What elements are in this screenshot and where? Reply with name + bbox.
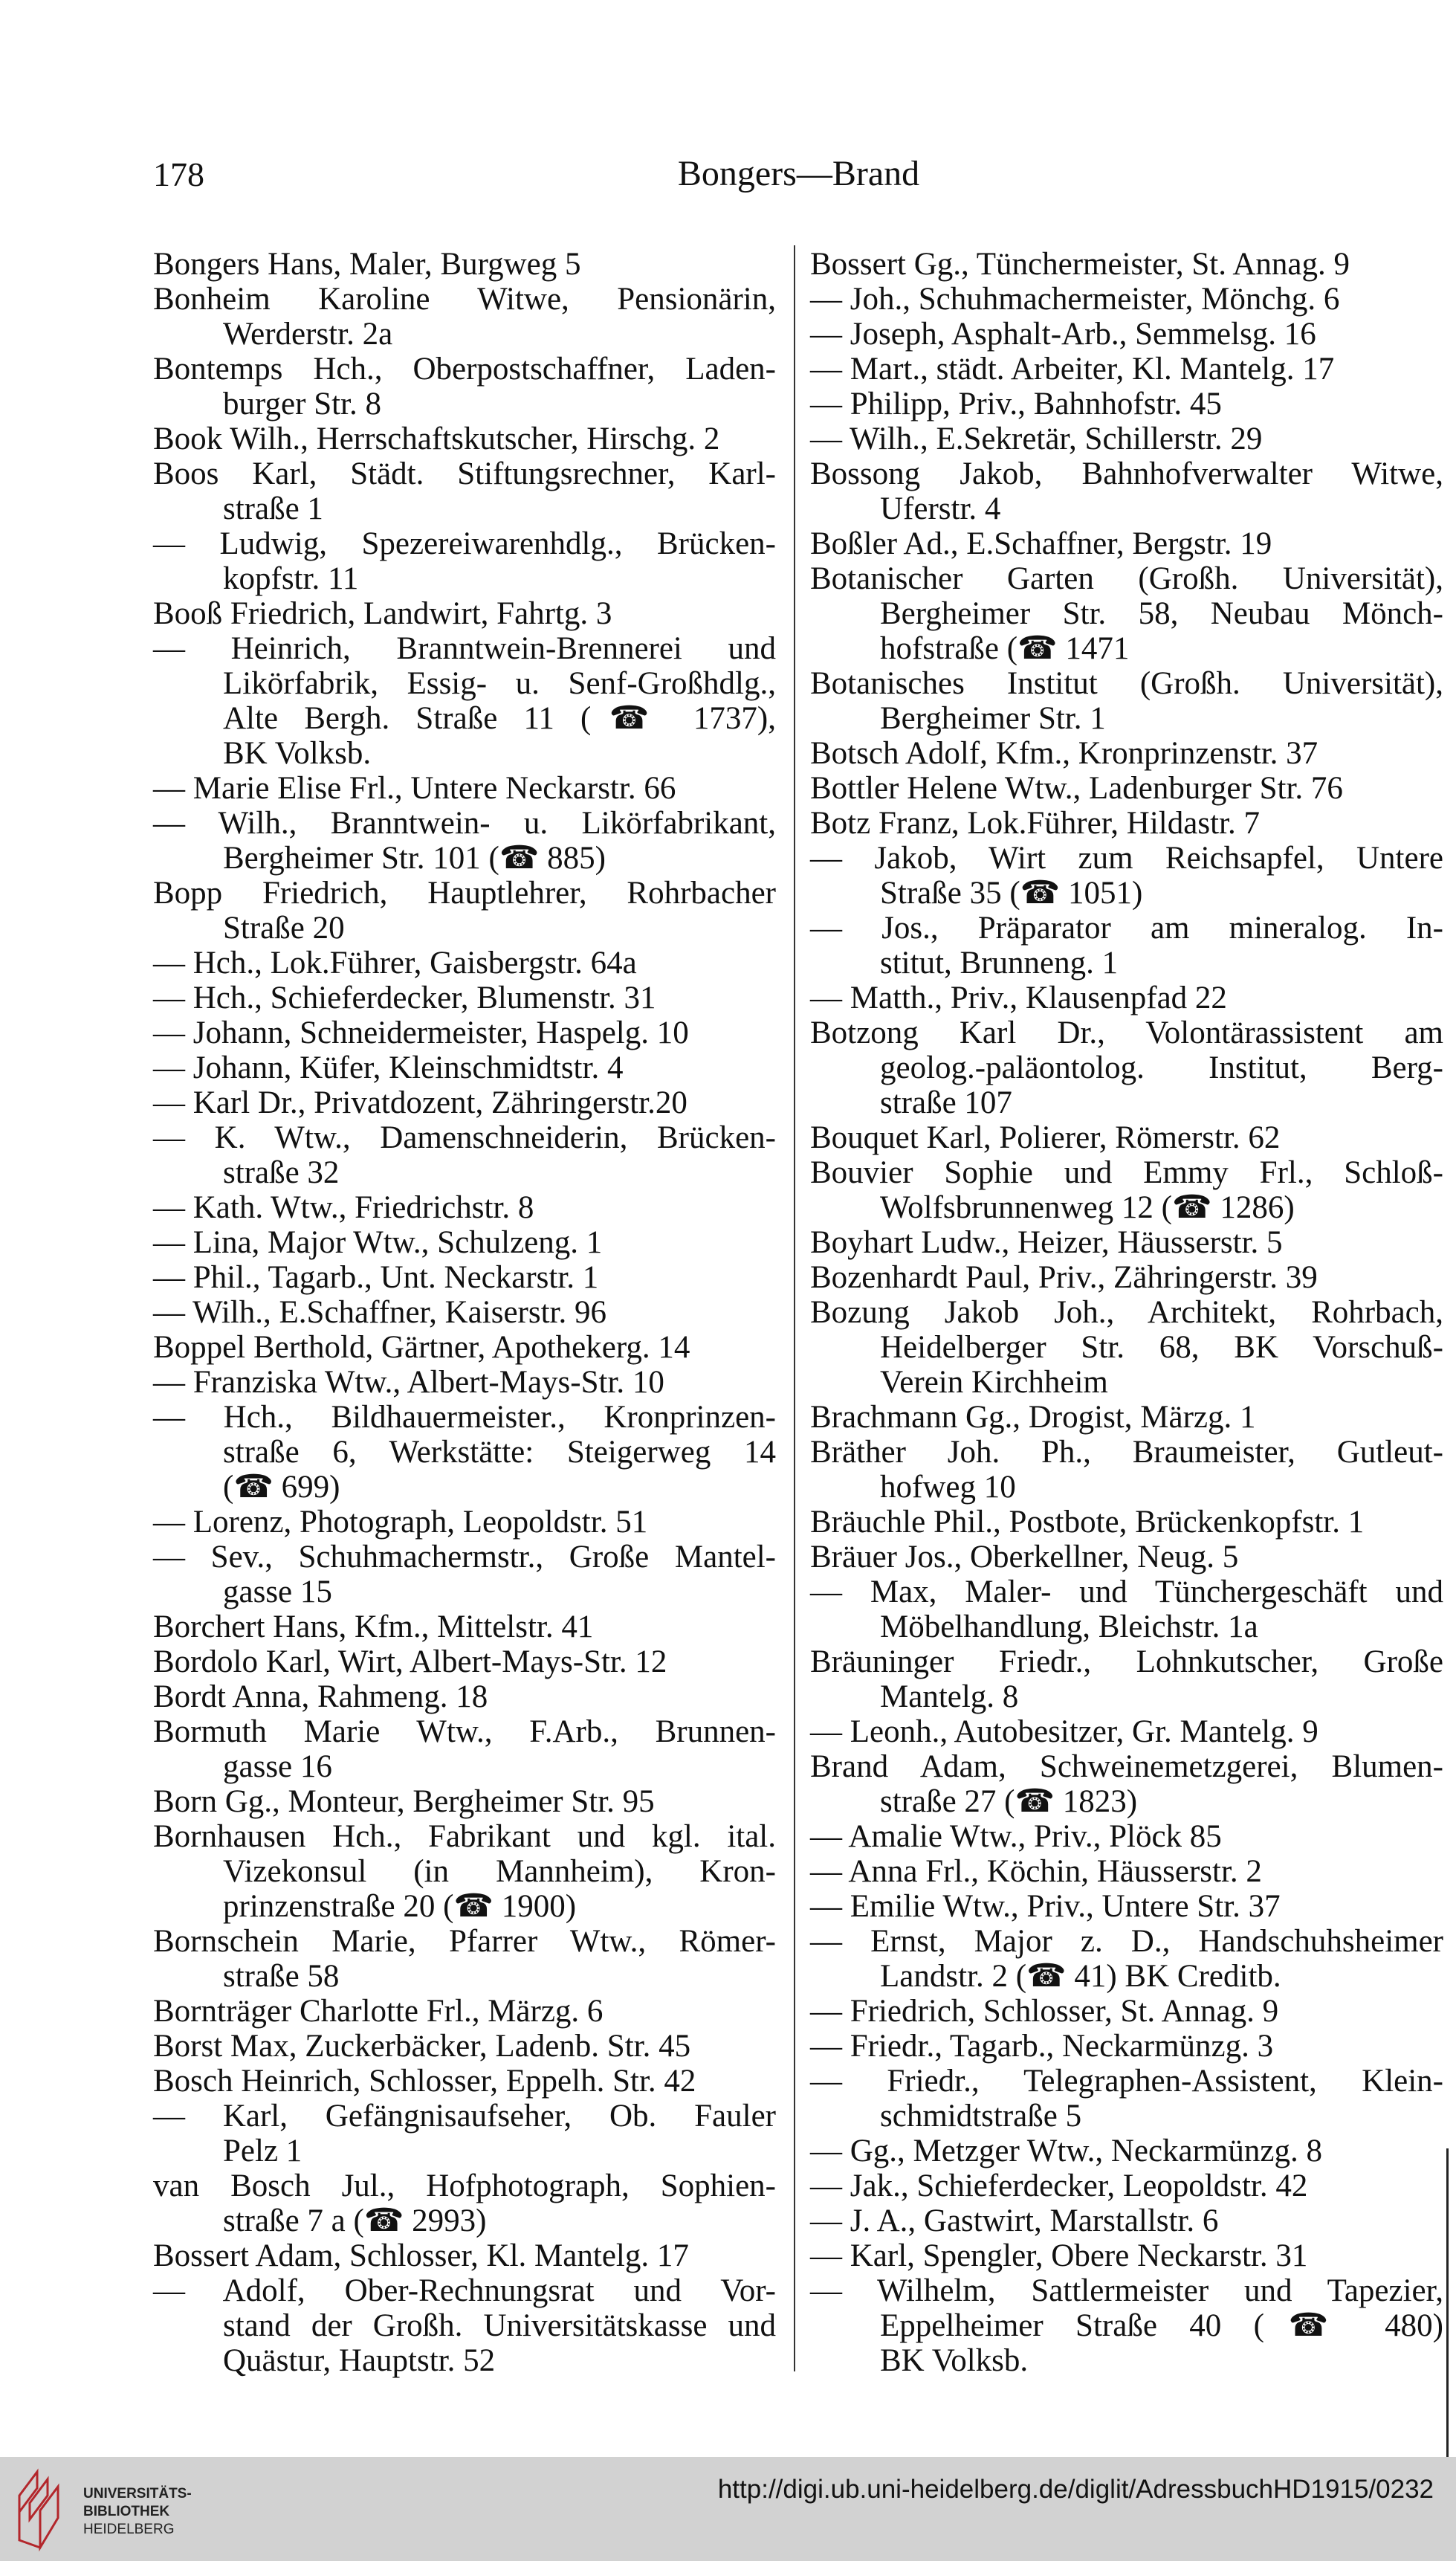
entry-continuation-line: Mantelg. 8	[880, 1679, 1019, 1714]
directory-entry	[153, 2099, 776, 2168]
entry-line: Bräuer Jos., Oberkellner, Neug. 5	[810, 1540, 1239, 1575]
right-column	[810, 247, 1443, 2378]
entry-line: Bozung Jakob Joh., Architekt, Rohrbach,	[810, 1295, 1443, 1330]
entry-line: Bordt Anna, Rahmeng. 18	[153, 1679, 488, 1714]
entry-continuation-line: Vizekonsul (in Mannheim), Kron-	[223, 1854, 776, 1889]
library-name-line3: HEIDELBERG	[83, 2522, 175, 2537]
entry-line: — Max, Maler- und Tünchergeschäft und	[810, 1575, 1443, 1609]
library-name-line1: UNIVERSITÄTS-	[83, 2486, 192, 2502]
directory-entry	[810, 1540, 1443, 1575]
directory-entry	[810, 2134, 1443, 2168]
directory-entry	[810, 317, 1443, 352]
entry-line: — Sev., Schuhmachermstr., Große Mantel-	[153, 1540, 776, 1575]
directory-entry	[810, 771, 1443, 806]
directory-entry	[810, 1924, 1443, 1994]
directory-entry	[810, 1155, 1443, 1225]
entry-continuation-line: BK Volksb.	[223, 736, 372, 771]
directory-entry	[153, 1784, 776, 1819]
entry-line: — Jakob, Wirt zum Reichsapfel, Untere	[810, 841, 1443, 876]
entry-line: Bouquet Karl, Polierer, Römerstr. 62	[810, 1120, 1281, 1155]
library-logo-icon	[15, 2466, 67, 2554]
directory-entry	[810, 2238, 1443, 2273]
directory-entry	[810, 526, 1443, 561]
entry-line: — Amalie Wtw., Priv., Plöck 85	[810, 1819, 1222, 1854]
directory-entry	[153, 247, 776, 282]
entry-line: — Jos., Präparator am mineralog. In-	[810, 911, 1443, 946]
entry-line: — Wilh., E.Schaffner, Kaiserstr. 96	[153, 1295, 606, 1330]
entry-line: — Karl Dr., Privatdozent, Zähringerstr.20	[153, 1085, 687, 1120]
column-divider	[794, 245, 795, 2371]
entry-continuation-line: hofstraße (☎ 1471	[880, 631, 1130, 666]
directory-entry	[810, 1994, 1443, 2029]
entry-line: Bormuth Marie Wtw., F.Arb., Brunnen-	[153, 1714, 776, 1749]
entry-line: — Hch., Bildhauermeister., Kronprinzen-	[153, 1400, 776, 1435]
entry-line: — Joseph, Asphalt-Arb., Semmelsg. 16	[810, 317, 1316, 352]
entry-line: — Joh., Schuhmachermeister, Mönchg. 6	[810, 282, 1340, 317]
entry-line: — Wilhelm, Sattlermeister und Tapezier,	[810, 2273, 1443, 2308]
directory-entry	[810, 736, 1443, 771]
entry-line: Borchert Hans, Kfm., Mittelstr. 41	[153, 1609, 594, 1644]
entry-continuation-line: BK Volksb.	[880, 2343, 1029, 2378]
directory-entry	[153, 2168, 776, 2238]
entry-line: — Karl, Spengler, Obere Neckarstr. 31	[810, 2238, 1308, 2273]
entry-line: Botanisches Institut (Großh. Universität),	[810, 666, 1443, 701]
directory-entry	[153, 2238, 776, 2273]
entry-line: — Franziska Wtw., Albert-Mays-Str. 10	[153, 1365, 664, 1400]
entry-line: Bontemps Hch., Oberpostschaffner, Laden-	[153, 352, 776, 387]
directory-entry	[153, 1505, 776, 1540]
directory-entry	[810, 422, 1443, 456]
entry-continuation-line: schmidtstraße 5	[880, 2099, 1082, 2134]
library-name-line2: BIBLIOTHEK	[83, 2504, 170, 2519]
directory-entry	[810, 1120, 1443, 1155]
entry-continuation-line: straße 107	[880, 1085, 1012, 1120]
page-number: 178	[153, 155, 204, 193]
entry-line: Botz Franz, Lok.Führer, Hildastr. 7	[810, 806, 1260, 841]
directory-entry	[153, 1190, 776, 1225]
entry-continuation-line: Werderstr. 2a	[223, 317, 393, 352]
directory-entry	[153, 2029, 776, 2064]
directory-entry	[810, 1400, 1443, 1435]
entry-line: — Heinrich, Branntwein-Brennerei und	[153, 631, 776, 666]
entry-continuation-line: hofweg 10	[880, 1470, 1016, 1505]
entry-line: Bornhausen Hch., Fabrikant und kgl. ital.	[153, 1819, 776, 1854]
entry-continuation-line: kopfstr. 11	[223, 561, 359, 596]
directory-entry	[153, 1994, 776, 2029]
directory-entry	[810, 981, 1443, 1015]
directory-entry	[153, 526, 776, 596]
directory-entry	[810, 911, 1443, 981]
entry-line: Bongers Hans, Maler, Burgweg 5	[153, 247, 581, 282]
directory-entry	[810, 2273, 1443, 2378]
entry-line: — Gg., Metzger Wtw., Neckarmünzg. 8	[810, 2134, 1322, 2168]
entry-line: Brachmann Gg., Drogist, Märzg. 1	[810, 1400, 1256, 1435]
entry-line: Boyhart Ludw., Heizer, Häusserstr. 5	[810, 1225, 1283, 1260]
entry-line: Boßler Ad., E.Schaffner, Bergstr. 19	[810, 526, 1272, 561]
entry-continuation-line: straße 27 (☎ 1823)	[880, 1784, 1138, 1819]
directory-entry	[810, 1854, 1443, 1889]
directory-entry	[153, 1400, 776, 1505]
directory-entry	[153, 456, 776, 526]
entry-line: Bossert Gg., Tünchermeister, St. Annag. 9	[810, 247, 1350, 282]
entry-line: — Hch., Schieferdecker, Blumenstr. 31	[153, 981, 656, 1015]
entry-line: — Friedr., Telegraphen-Assistent, Klein-	[810, 2064, 1443, 2099]
entry-continuation-line: gasse 16	[223, 1749, 332, 1784]
entry-line: Bonheim Karoline Witwe, Pensionärin,	[153, 282, 776, 317]
directory-entry	[810, 1819, 1443, 1854]
directory-entry	[810, 387, 1443, 422]
directory-entry	[810, 561, 1443, 666]
entry-line: — Philipp, Priv., Bahnhofstr. 45	[810, 387, 1222, 422]
directory-entry	[810, 1260, 1443, 1295]
directory-entry	[153, 1714, 776, 1784]
entry-line: Botsch Adolf, Kfm., Kronprinzenstr. 37	[810, 736, 1319, 771]
entry-continuation-line: Wolfsbrunnenweg 12 (☎ 1286)	[880, 1190, 1295, 1225]
entry-line: — Anna Frl., Köchin, Häusserstr. 2	[810, 1854, 1262, 1889]
entry-continuation-line: gasse 15	[223, 1575, 332, 1609]
entry-continuation-line: Uferstr. 4	[880, 491, 1001, 526]
entry-line: — Johann, Schneidermeister, Haspelg. 10	[153, 1015, 689, 1050]
directory-entry	[153, 1260, 776, 1295]
footer-bar	[0, 2457, 1456, 2561]
running-head-title: Bongers—Brand	[677, 154, 920, 193]
directory-entry	[810, 247, 1443, 282]
directory-entry	[153, 1085, 776, 1120]
directory-entry	[810, 806, 1443, 841]
entry-line: Bosch Heinrich, Schlosser, Eppelh. Str. 42	[153, 2064, 696, 2099]
entry-line: van Bosch Jul., Hofphotograph, Sophien-	[153, 2168, 776, 2203]
entry-line: — Karl, Gefängnisaufseher, Ob. Fauler	[153, 2099, 776, 2134]
entry-line: — Ernst, Major z. D., Handschuhsheimer	[810, 1924, 1443, 1959]
directory-entry	[153, 806, 776, 876]
directory-entry	[810, 666, 1443, 736]
entry-continuation-line: Quästur, Hauptstr. 52	[223, 2343, 496, 2378]
entry-line: Brand Adam, Schweinemetzgerei, Blumen-	[810, 1749, 1443, 1784]
entry-line: Booß Friedrich, Landwirt, Fahrtg. 3	[153, 596, 612, 631]
entry-continuation-line: Straße 35 (☎ 1051)	[880, 876, 1143, 911]
entry-line: — Adolf, Ober-Rechnungsrat und Vor-	[153, 2273, 776, 2308]
directory-entry	[153, 946, 776, 981]
entry-line: Boppel Berthold, Gärtner, Apothekerg. 14	[153, 1330, 690, 1365]
entry-continuation-line: Pelz 1	[223, 2134, 302, 2168]
directory-entry	[810, 1225, 1443, 1260]
directory-entry	[153, 1609, 776, 1644]
directory-entry	[153, 1330, 776, 1365]
directory-entry	[810, 841, 1443, 911]
entry-line: Bouvier Sophie und Emmy Frl., Schloß-	[810, 1155, 1443, 1190]
entry-continuation-line: stitut, Brunneng. 1	[880, 946, 1119, 981]
directory-entry	[810, 2029, 1443, 2064]
entry-continuation-line: Heidelberger Str. 68, BK Vorschuß-	[880, 1330, 1443, 1365]
directory-entry	[153, 1924, 776, 1994]
entry-line: — Jak., Schieferdecker, Leopoldstr. 42	[810, 2168, 1308, 2203]
entry-continuation-line: geolog.-paläontolog. Institut, Berg-	[880, 1050, 1443, 1085]
entry-line: Bornschein Marie, Pfarrer Wtw., Römer-	[153, 1924, 776, 1959]
entry-line: — Johann, Küfer, Kleinschmidtstr. 4	[153, 1050, 624, 1085]
entry-line: Bordolo Karl, Wirt, Albert-Mays-Str. 12	[153, 1644, 667, 1679]
entry-continuation-line: Likörfabrik, Essig- u. Senf-Großhdlg.,	[223, 666, 776, 701]
entry-line: — Emilie Wtw., Priv., Untere Str. 37	[810, 1889, 1281, 1924]
entry-line: — Friedrich, Schlosser, St. Annag. 9	[810, 1994, 1279, 2029]
directory-entry	[153, 1225, 776, 1260]
entry-line: Bräther Joh. Ph., Braumeister, Gutleut-	[810, 1435, 1443, 1470]
directory-entry	[153, 2273, 776, 2378]
entry-line: — Wilh., Branntwein- u. Likörfabrikant,	[153, 806, 776, 841]
entry-line: Book Wilh., Herrschaftskutscher, Hirschg. 2	[153, 422, 720, 456]
entry-line: — Ludwig, Spezereiwarenhdlg., Brücken-	[153, 526, 776, 561]
entry-continuation-line: Bergheimer Str. 58, Neubau Mönch-	[880, 596, 1443, 631]
directory-entry	[810, 1015, 1443, 1120]
entry-line: Born Gg., Monteur, Bergheimer Str. 95	[153, 1784, 655, 1819]
entry-line: — K. Wtw., Damenschneiderin, Brücken-	[153, 1120, 776, 1155]
library-name	[83, 2485, 192, 2539]
directory-entry	[810, 282, 1443, 317]
directory-entry	[810, 2168, 1443, 2203]
entry-line: Botzong Karl Dr., Volontärassistent am	[810, 1015, 1443, 1050]
entry-line: — Matth., Priv., Klausenpfad 22	[810, 981, 1227, 1015]
entry-continuation-line: Bergheimer Str. 101 (☎ 885)	[223, 841, 606, 876]
entry-continuation-line: burger Str. 8	[223, 387, 382, 422]
directory-entry	[153, 1819, 776, 1924]
left-column	[153, 247, 776, 2378]
entry-continuation-line: Landstr. 2 (☎ 41) BK Creditb.	[880, 1959, 1281, 1994]
directory-entry	[153, 981, 776, 1015]
entry-line: Bottler Helene Wtw., Ladenburger Str. 76	[810, 771, 1343, 806]
entry-continuation-line: straße 1	[223, 491, 323, 526]
entry-continuation-line: Bergheimer Str. 1	[880, 701, 1106, 736]
entry-line: Boos Karl, Städt. Stiftungsrechner, Karl-	[153, 456, 776, 491]
directory-entry	[810, 1505, 1443, 1540]
entry-line: — Hch., Lok.Führer, Gaisbergstr. 64a	[153, 946, 637, 981]
directory-entry	[810, 2203, 1443, 2238]
directory-entry	[153, 771, 776, 806]
entry-line: Bräuninger Friedr., Lohnkutscher, Große	[810, 1644, 1443, 1679]
entry-continuation-line: prinzenstraße 20 (☎ 1900)	[223, 1889, 577, 1924]
directory-entry	[153, 2064, 776, 2099]
entry-line: Bossong Jakob, Bahnhofverwalter Witwe,	[810, 456, 1443, 491]
directory-entry	[810, 2064, 1443, 2134]
directory-entry	[153, 1365, 776, 1400]
entry-line: Bopp Friedrich, Hauptlehrer, Rohrbacher	[153, 876, 776, 911]
source-url[interactable]: http://digi.ub.uni-heidelberg.de/diglit/AdressbuchHD1915/0232	[717, 2475, 1434, 2504]
entry-line: Botanischer Garten (Großh. Universität),	[810, 561, 1443, 596]
entry-line: — Lorenz, Photograph, Leopoldstr. 51	[153, 1505, 648, 1540]
entry-continuation-line: straße 6, Werkstätte: Steigerweg 14	[223, 1435, 776, 1470]
page-edge-line	[1446, 2148, 1449, 2457]
entry-continuation-line: straße 32	[223, 1155, 340, 1190]
entry-continuation-line: (☎ 699)	[223, 1470, 340, 1505]
entry-continuation-line: Möbelhandlung, Bleichstr. 1a	[880, 1609, 1258, 1644]
directory-entry	[153, 1120, 776, 1190]
entry-continuation-line: straße 58	[223, 1959, 340, 1994]
directory-entry	[810, 1575, 1443, 1644]
entry-continuation-line: Alte Bergh. Straße 11 (☎ 1737),	[223, 701, 776, 736]
directory-entry	[153, 352, 776, 422]
entry-line: — Leonh., Autobesitzer, Gr. Mantelg. 9	[810, 1714, 1319, 1749]
entry-continuation-line: Straße 20	[223, 911, 345, 946]
entry-line: Borst Max, Zuckerbäcker, Ladenb. Str. 45	[153, 2029, 691, 2064]
directory-entry	[810, 456, 1443, 526]
entry-line: Bornträger Charlotte Frl., Märzg. 6	[153, 1994, 604, 2029]
entry-line: — J. A., Gastwirt, Marstallstr. 6	[810, 2203, 1219, 2238]
entry-line: — Kath. Wtw., Friedrichstr. 8	[153, 1190, 534, 1225]
entry-continuation-line: straße 7 a (☎ 2993)	[223, 2203, 487, 2238]
directory-entry	[810, 1295, 1443, 1400]
directory-entry	[153, 422, 776, 456]
directory-entry	[153, 1050, 776, 1085]
entry-line: — Phil., Tagarb., Unt. Neckarstr. 1	[153, 1260, 599, 1295]
entry-line: — Lina, Major Wtw., Schulzeng. 1	[153, 1225, 603, 1260]
directory-entry	[810, 1889, 1443, 1924]
entry-continuation-line: stand der Großh. Universitätskasse und	[223, 2308, 776, 2343]
entry-line: Bossert Adam, Schlosser, Kl. Mantelg. 17	[153, 2238, 689, 2273]
directory-entry	[810, 1714, 1443, 1749]
entry-continuation-line: Eppelheimer Straße 40 (☎ 480)	[880, 2308, 1443, 2343]
entry-continuation-line: Verein Kirchheim	[880, 1365, 1108, 1400]
directory-entry	[153, 876, 776, 946]
entry-line: Bozenhardt Paul, Priv., Zähringerstr. 39	[810, 1260, 1318, 1295]
directory-entry	[153, 1540, 776, 1609]
directory-entry	[810, 1644, 1443, 1714]
directory-entry	[153, 1015, 776, 1050]
directory-entry	[153, 282, 776, 352]
directory-entry	[153, 596, 776, 631]
directory-entry	[153, 1644, 776, 1679]
directory-entry	[153, 631, 776, 771]
directory-entry	[153, 1295, 776, 1330]
entry-line: — Friedr., Tagarb., Neckarmünzg. 3	[810, 2029, 1274, 2064]
entry-line: — Mart., städt. Arbeiter, Kl. Mantelg. 17	[810, 352, 1335, 387]
entry-line: Bräuchle Phil., Postbote, Brückenkopfstr. 1	[810, 1505, 1365, 1540]
directory-entry	[153, 1679, 776, 1714]
directory-entry	[810, 352, 1443, 387]
directory-entry	[810, 1749, 1443, 1819]
entry-line: — Wilh., E.Sekretär, Schillerstr. 29	[810, 422, 1263, 456]
directory-entry	[810, 1435, 1443, 1505]
entry-line: — Marie Elise Frl., Untere Neckarstr. 66	[153, 771, 676, 806]
